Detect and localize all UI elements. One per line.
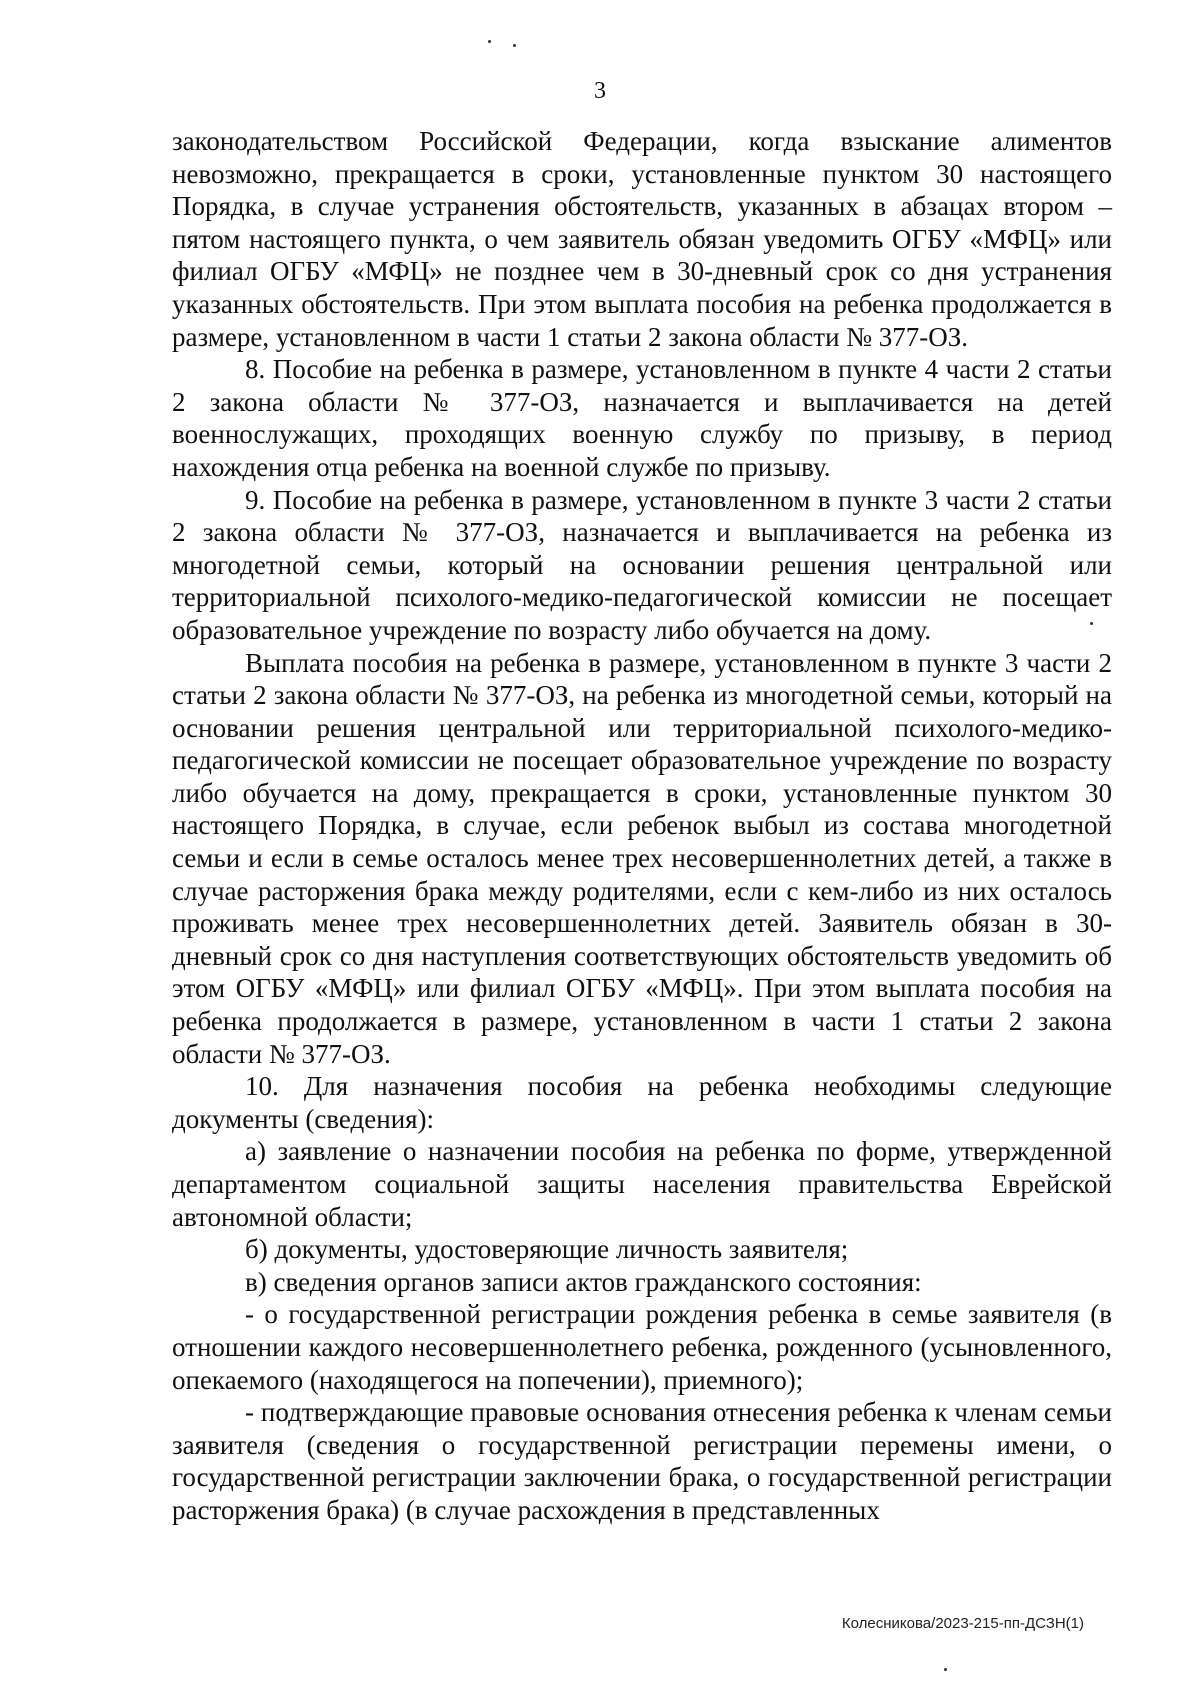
document-body	[172, 125, 1112, 1527]
paragraph: а) заявление о назначении пособия на ребенка по форме, утвержденной департаментом социальной защиты населения правительства Еврейской автономной области;	[172, 1136, 1112, 1232]
paragraph: б) документы, удостоверяющие личность заявителя;	[245, 1234, 849, 1265]
paragraph: 10. Для назначения пособия на ребенка необходимы следующие документы (сведения):	[172, 1071, 1112, 1134]
paragraph: 8. Пособие на ребенка в размере, установленном в пункте 4 части 2 статьи 2 закона области № 377-ОЗ, назначается и выплачивается на детей военнослужащих, проходящих военную службу по призыву, в период нахождения отца ребенка на военной службе по призыву.	[172, 354, 1112, 482]
scan-speck	[944, 1668, 947, 1671]
paragraph: в) сведения органов записи актов гражданского состояния:	[245, 1266, 922, 1297]
paragraph: 9. Пособие на ребенка в размере, установленном в пункте 3 части 2 статьи 2 закона области № 377-ОЗ, назначается и выплачивается на ребенка из многодетной семьи, который на основании решения центральной или территориальной психолого-медико-педагогической комиссии не посещает образовательное учреждение по возрасту либо обучается на дому.	[172, 484, 1112, 645]
document-code-footer: Колесникова/2023-215-пп-ДСЗН(1)	[841, 1615, 1084, 1632]
paragraph: Выплата пособия на ребенка в размере, установленном в пункте 3 части 2 статьи 2 закона области № 377-ОЗ, на ребенка из многодетной семьи, который на основании решения центральной или территориальной психолого-медико-педагогической комиссии не посещает образовательное учреждение по возрасту либо обучается на дому, прекращается в сроки, установленные пунктом 30 настоящего Порядка, в случае, если ребенок выбыл из состава многодетной семьи и если в семье осталось менее трех несовершеннолетних детей, а также в случае расторжения брака между родителями, если с кем-либо из них осталось проживать менее трех несовершеннолетних детей. Заявитель обязан в 30-дневный срок со дня наступления соответствующих обстоятельств уведомить об этом ОГБУ «МФЦ» или филиал ОГБУ «МФЦ». При этом выплата пособия на ребенка продолжается в размере, установленном в части 1 статьи 2 закона области № 377-ОЗ.	[172, 647, 1112, 1069]
scan-speck	[488, 40, 491, 43]
paragraph: - о государственной регистрации рождения ребенка в семье заявителя (в отношении каждого несовершеннолетнего ребенка, рожденного (усыновленного, опекаемого (находящегося на попечении), приемного);	[172, 1299, 1112, 1395]
page-number: 3	[594, 78, 606, 104]
paragraph: - подтверждающие правовые основания отнесения ребенка к членам семьи заявителя (сведения о государственной регистрации перемены имени, о государственной регистрации заключении брака, о государственной регистрации расторжения брака) (в случае расхождения в представленных	[172, 1397, 1112, 1525]
paragraph: законодательством Российской Федерации, когда взыскание алиментов невозможно, прекращается в сроки, установленные пунктом 30 настоящего Порядка, в случае устранения обстоятельств, указанных в абзацах втором – пятом настоящего пункта, о чем заявитель обязан уведомить ОГБУ «МФЦ» или филиал ОГБУ «МФЦ» не позднее чем в 30-дневный срок со дня устранения указанных обстоятельств. При этом выплата пособия на ребенка продолжается в размере, установленном в части 1 статьи 2 закона области № 377-ОЗ.	[172, 126, 1112, 352]
scan-speck	[513, 44, 516, 47]
